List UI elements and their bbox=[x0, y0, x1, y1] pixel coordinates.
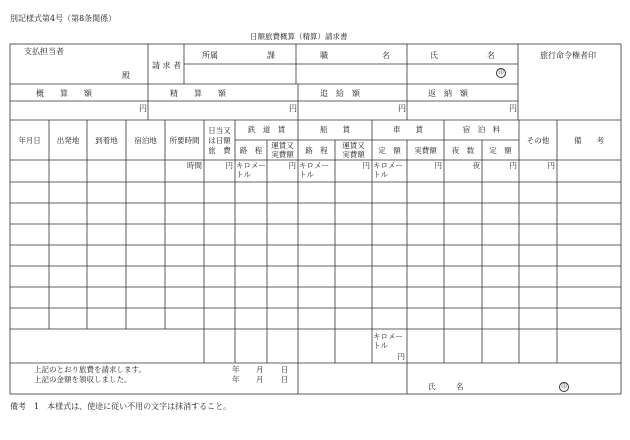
unit-ship-yen: 円 bbox=[362, 161, 370, 170]
footer-seal: 印 bbox=[559, 382, 569, 392]
claim-statement: 上記のとおり旅費を請求します。 bbox=[34, 365, 146, 374]
estimate-label: 概 算 額 bbox=[36, 89, 92, 98]
honorific: 殿 bbox=[122, 71, 130, 80]
total-car-km-line2: トル bbox=[373, 341, 388, 350]
section-label: 課 bbox=[267, 51, 275, 60]
unit-ship-km-line1: キロメー bbox=[299, 161, 329, 170]
col-departure: 出発地 bbox=[56, 136, 80, 145]
col-daily-line3: 旅 費 bbox=[208, 146, 231, 155]
total-car-km-line1: キロメー bbox=[373, 332, 403, 341]
authority-seal-label: 旅行命令権者印 bbox=[540, 51, 596, 60]
unit-other-yen: 円 bbox=[547, 161, 555, 170]
claim-year: 年 bbox=[232, 365, 240, 374]
estimate-yen: 円 bbox=[139, 104, 147, 113]
sub-lodging-nights: 夜 数 bbox=[451, 146, 475, 155]
unit-hours: 時間 bbox=[187, 161, 202, 170]
unit-car-actual-yen: 円 bbox=[434, 161, 442, 170]
col-arrival: 到着地 bbox=[95, 136, 118, 145]
sub-ship-route: 路 程 bbox=[305, 146, 328, 155]
unit-rail-km-line2: トル bbox=[236, 170, 251, 179]
unit-ship-km-line2: トル bbox=[299, 170, 314, 179]
refund-label: 返 納 額 bbox=[428, 89, 468, 98]
claimant-label: 請 求 者 bbox=[152, 61, 182, 70]
receipt-month: 月 bbox=[256, 375, 264, 384]
sub-rail-fare-line2: 実費額 bbox=[271, 150, 294, 159]
receipt-statement: 上記の金額を領収しました。 bbox=[34, 375, 132, 384]
col-hours: 所要時間 bbox=[169, 136, 200, 145]
unit-nights: 夜 bbox=[472, 161, 480, 170]
affiliation-label: 所属 bbox=[202, 51, 218, 60]
unit-car-km-line2: トル bbox=[373, 170, 388, 179]
col-lodging-place: 宿泊地 bbox=[134, 136, 157, 145]
col-lodging: 宿 泊 料 bbox=[462, 125, 501, 134]
usage-note: 備考 1 本様式は、使途に従い不用の文字は抹消すること。 bbox=[10, 402, 232, 411]
additional-yen: 円 bbox=[398, 104, 406, 113]
settled-yen: 円 bbox=[289, 104, 297, 113]
col-ship: 船 賃 bbox=[320, 125, 350, 134]
sub-car-fixed: 定 額 bbox=[378, 146, 401, 155]
footer-name-label-a: 氏 bbox=[428, 382, 436, 391]
col-railway: 鉄 道 賃 bbox=[247, 125, 286, 134]
sub-rail-fare-line1: 運賃又 bbox=[271, 141, 294, 150]
position-label-a: 職 bbox=[320, 51, 328, 60]
unit-daily-yen: 円 bbox=[225, 161, 233, 170]
claim-day: 日 bbox=[281, 365, 289, 374]
unit-lodging-yen: 円 bbox=[509, 161, 517, 170]
form-number: 別記様式第4号（第8条関係） bbox=[10, 14, 117, 23]
payment-officer-label: 支払担当者 bbox=[24, 47, 64, 56]
col-car: 車 賃 bbox=[393, 125, 423, 134]
sub-car-actual: 実費額 bbox=[414, 146, 437, 155]
additional-label: 追 給 額 bbox=[320, 89, 360, 98]
position-label-b: 名 bbox=[382, 51, 390, 60]
name-label-b: 名 bbox=[487, 51, 495, 60]
unit-rail-km-line1: キロメー bbox=[236, 161, 266, 170]
refund-yen: 円 bbox=[509, 104, 517, 113]
col-remarks: 備 考 bbox=[574, 136, 604, 145]
col-other: その他 bbox=[526, 136, 550, 145]
claimant-seal: 印 bbox=[496, 68, 506, 78]
settled-label: 精 算 額 bbox=[170, 89, 226, 98]
unit-rail-yen: 円 bbox=[288, 161, 296, 170]
col-date: 年月日 bbox=[18, 136, 41, 145]
claim-month: 月 bbox=[256, 365, 264, 374]
sub-ship-fare-line2: 実費額 bbox=[342, 150, 365, 159]
total-car-yen: 円 bbox=[397, 352, 405, 361]
sub-rail-route: 路 程 bbox=[239, 146, 263, 155]
sub-lodging-fixed: 定 額 bbox=[489, 146, 512, 155]
name-label-a: 氏 bbox=[430, 51, 438, 60]
col-daily-line2: は日額 bbox=[208, 136, 231, 145]
receipt-day: 日 bbox=[281, 375, 289, 384]
footer-name-label-b: 名 bbox=[456, 382, 464, 391]
col-daily-line1: 日当又 bbox=[208, 126, 231, 135]
receipt-year: 年 bbox=[232, 375, 240, 384]
sub-ship-fare-line1: 運賃又 bbox=[342, 141, 365, 150]
document-title: 日額旅費概算（精算）請求書 bbox=[250, 32, 348, 41]
unit-car-km-line1: キロメー bbox=[373, 161, 403, 170]
